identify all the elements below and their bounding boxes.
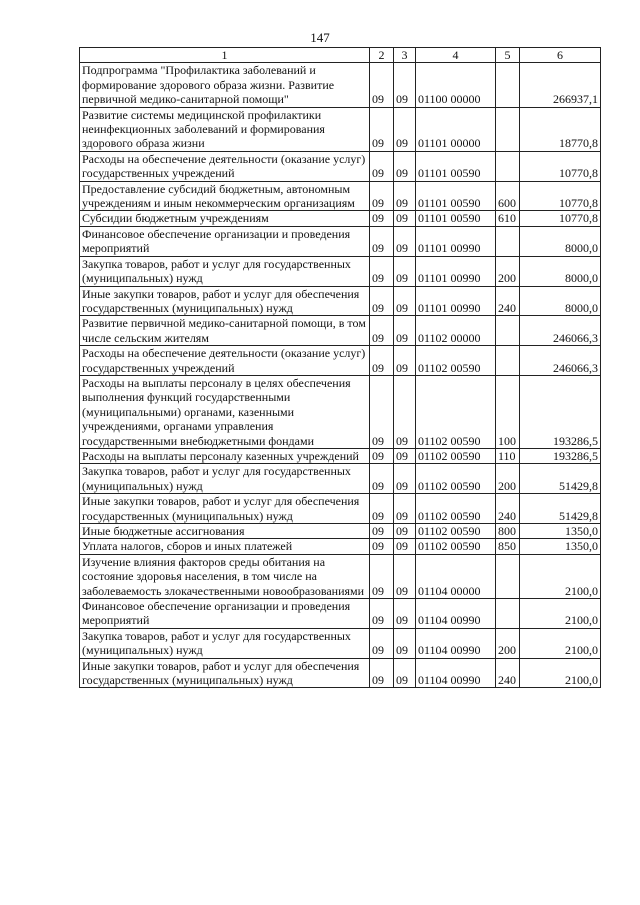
row-section-cell: 09 <box>370 539 394 554</box>
row-name-cell: Иные закупки товаров, работ и услуг для обеспечения государственных (муниципальных) нужд <box>80 286 370 316</box>
row-name-cell: Финансовое обеспечение организации и проведения мероприятий <box>80 226 370 256</box>
row-name-cell: Уплата налогов, сборов и иных платежей <box>80 539 370 554</box>
row-subsection-cell: 09 <box>394 151 416 181</box>
row-subsection-cell: 09 <box>394 524 416 539</box>
row-target-article-cell: 01101 00590 <box>416 211 496 226</box>
row-expense-type-cell: 610 <box>496 211 520 226</box>
row-section-cell: 09 <box>370 256 394 286</box>
row-subsection-cell: 09 <box>394 63 416 107</box>
table-row <box>80 346 601 376</box>
row-subsection-cell: 09 <box>394 181 416 211</box>
row-target-article-cell: 01102 00590 <box>416 539 496 554</box>
row-amount-cell: 2100,0 <box>520 658 601 688</box>
table-row <box>80 256 601 286</box>
row-name-cell: Финансовое обеспечение организации и проведения мероприятий <box>80 599 370 629</box>
row-amount-cell: 10770,8 <box>520 151 601 181</box>
row-subsection-cell: 09 <box>394 346 416 376</box>
row-amount-cell: 2100,0 <box>520 628 601 658</box>
table-row <box>80 316 601 346</box>
row-target-article-cell: 01100 00000 <box>416 63 496 107</box>
row-section-cell: 09 <box>370 107 394 151</box>
row-amount-cell: 193286,5 <box>520 375 601 448</box>
row-name-cell: Иные бюджетные ассигнования <box>80 524 370 539</box>
column-header-expense-type: 5 <box>496 48 520 63</box>
row-expense-type-cell: 200 <box>496 464 520 494</box>
table-row <box>80 181 601 211</box>
row-amount-cell: 1350,0 <box>520 524 601 539</box>
column-header-section: 2 <box>370 48 394 63</box>
row-expense-type-cell <box>496 346 520 376</box>
column-header-target-article: 4 <box>416 48 496 63</box>
row-name-cell: Закупка товаров, работ и услуг для государственных (муниципальных) нужд <box>80 256 370 286</box>
row-section-cell: 09 <box>370 628 394 658</box>
row-section-cell: 09 <box>370 226 394 256</box>
column-header-amount: 6 <box>520 48 601 63</box>
table-row <box>80 375 601 448</box>
row-amount-cell: 246066,3 <box>520 346 601 376</box>
row-name-cell: Закупка товаров, работ и услуг для государственных (муниципальных) нужд <box>80 464 370 494</box>
table-row <box>80 286 601 316</box>
row-subsection-cell: 09 <box>394 226 416 256</box>
row-target-article-cell: 01102 00000 <box>416 316 496 346</box>
table-row <box>80 211 601 226</box>
row-expense-type-cell <box>496 63 520 107</box>
row-section-cell: 09 <box>370 181 394 211</box>
row-amount-cell: 8000,0 <box>520 256 601 286</box>
row-amount-cell: 51429,8 <box>520 494 601 524</box>
row-subsection-cell: 09 <box>394 539 416 554</box>
row-target-article-cell: 01101 00990 <box>416 226 496 256</box>
row-name-cell: Расходы на обеспечение деятельности (оказание услуг) государственных учреждений <box>80 151 370 181</box>
row-expense-type-cell <box>496 226 520 256</box>
row-expense-type-cell: 240 <box>496 286 520 316</box>
row-section-cell: 09 <box>370 211 394 226</box>
row-subsection-cell: 09 <box>394 211 416 226</box>
row-amount-cell: 8000,0 <box>520 286 601 316</box>
row-expense-type-cell: 800 <box>496 524 520 539</box>
row-target-article-cell: 01101 00990 <box>416 256 496 286</box>
table-row <box>80 464 601 494</box>
row-target-article-cell: 01101 00590 <box>416 181 496 211</box>
row-amount-cell: 10770,8 <box>520 181 601 211</box>
row-expense-type-cell: 600 <box>496 181 520 211</box>
table-row <box>80 448 601 463</box>
row-target-article-cell: 01101 00000 <box>416 107 496 151</box>
row-subsection-cell: 09 <box>394 628 416 658</box>
row-expense-type-cell <box>496 107 520 151</box>
row-amount-cell: 193286,5 <box>520 448 601 463</box>
column-header-name: 1 <box>80 48 370 63</box>
row-subsection-cell: 09 <box>394 107 416 151</box>
row-name-cell: Субсидии бюджетным учреждениям <box>80 211 370 226</box>
row-name-cell: Расходы на обеспечение деятельности (оказание услуг) государственных учреждений <box>80 346 370 376</box>
row-expense-type-cell: 200 <box>496 628 520 658</box>
row-target-article-cell: 01104 00990 <box>416 628 496 658</box>
row-amount-cell: 1350,0 <box>520 539 601 554</box>
row-target-article-cell: 01104 00990 <box>416 658 496 688</box>
row-target-article-cell: 01104 00000 <box>416 554 496 598</box>
row-amount-cell: 266937,1 <box>520 63 601 107</box>
row-section-cell: 09 <box>370 448 394 463</box>
column-header-subsection: 3 <box>394 48 416 63</box>
budget-table <box>79 47 601 688</box>
row-subsection-cell: 09 <box>394 286 416 316</box>
table-row <box>80 539 601 554</box>
row-target-article-cell: 01102 00590 <box>416 524 496 539</box>
row-expense-type-cell <box>496 599 520 629</box>
table-row <box>80 63 601 107</box>
row-name-cell: Закупка товаров, работ и услуг для государственных (муниципальных) нужд <box>80 628 370 658</box>
row-section-cell: 09 <box>370 494 394 524</box>
row-name-cell: Изучение влияния факторов среды обитания на состояние здоровья населения, в том числе на заболеваемость злокачественными новообразованиями <box>80 554 370 598</box>
row-target-article-cell: 01101 00590 <box>416 151 496 181</box>
row-expense-type-cell: 850 <box>496 539 520 554</box>
row-name-cell: Развитие системы медицинской профилактики неинфекционных заболеваний и формирования здорового образа жизни <box>80 107 370 151</box>
row-expense-type-cell <box>496 151 520 181</box>
row-name-cell: Иные закупки товаров, работ и услуг для обеспечения государственных (муниципальных) нужд <box>80 658 370 688</box>
table-row <box>80 628 601 658</box>
row-section-cell: 09 <box>370 599 394 629</box>
row-expense-type-cell <box>496 554 520 598</box>
row-target-article-cell: 01101 00990 <box>416 286 496 316</box>
row-expense-type-cell: 110 <box>496 448 520 463</box>
row-section-cell: 09 <box>370 316 394 346</box>
row-subsection-cell: 09 <box>394 554 416 598</box>
row-subsection-cell: 09 <box>394 599 416 629</box>
row-section-cell: 09 <box>370 658 394 688</box>
table-row <box>80 599 601 629</box>
row-name-cell: Расходы на выплаты персоналу в целях обеспечения выполнения функций государственными (муниципальными) органами, казенными учреждениями, органами управления государственными внебюджетными фондами <box>80 375 370 448</box>
table-row <box>80 151 601 181</box>
row-subsection-cell: 09 <box>394 658 416 688</box>
table-row <box>80 658 601 688</box>
row-amount-cell: 18770,8 <box>520 107 601 151</box>
row-expense-type-cell <box>496 316 520 346</box>
row-expense-type-cell: 100 <box>496 375 520 448</box>
row-name-cell: Подпрограмма "Профилактика заболеваний и формирование здорового образа жизни. Развитие первичной медико-санитарной помощи" <box>80 63 370 107</box>
row-expense-type-cell: 240 <box>496 658 520 688</box>
row-section-cell: 09 <box>370 286 394 316</box>
row-amount-cell: 10770,8 <box>520 211 601 226</box>
table-header-row <box>80 48 601 63</box>
page-number: 147 <box>310 30 330 45</box>
row-amount-cell: 8000,0 <box>520 226 601 256</box>
table-row <box>80 524 601 539</box>
table-row <box>80 226 601 256</box>
row-section-cell: 09 <box>370 554 394 598</box>
table-row <box>80 494 601 524</box>
row-section-cell: 09 <box>370 464 394 494</box>
row-target-article-cell: 01102 00590 <box>416 494 496 524</box>
row-amount-cell: 246066,3 <box>520 316 601 346</box>
row-target-article-cell: 01102 00590 <box>416 464 496 494</box>
row-target-article-cell: 01102 00590 <box>416 375 496 448</box>
row-amount-cell: 51429,8 <box>520 464 601 494</box>
row-subsection-cell: 09 <box>394 448 416 463</box>
row-name-cell: Иные закупки товаров, работ и услуг для обеспечения государственных (муниципальных) нужд <box>80 494 370 524</box>
row-expense-type-cell: 240 <box>496 494 520 524</box>
row-subsection-cell: 09 <box>394 464 416 494</box>
row-expense-type-cell: 200 <box>496 256 520 286</box>
table-row <box>80 554 601 598</box>
row-amount-cell: 2100,0 <box>520 554 601 598</box>
row-subsection-cell: 09 <box>394 375 416 448</box>
row-subsection-cell: 09 <box>394 494 416 524</box>
row-amount-cell: 2100,0 <box>520 599 601 629</box>
row-section-cell: 09 <box>370 346 394 376</box>
row-section-cell: 09 <box>370 524 394 539</box>
row-section-cell: 09 <box>370 375 394 448</box>
row-target-article-cell: 01104 00990 <box>416 599 496 629</box>
row-subsection-cell: 09 <box>394 256 416 286</box>
row-section-cell: 09 <box>370 151 394 181</box>
row-section-cell: 09 <box>370 63 394 107</box>
row-target-article-cell: 01102 00590 <box>416 346 496 376</box>
row-name-cell: Предоставление субсидий бюджетным, автономным учреждениям и иным некоммерческим организациям <box>80 181 370 211</box>
row-name-cell: Расходы на выплаты персоналу казенных учреждений <box>80 448 370 463</box>
table-row <box>80 107 601 151</box>
row-target-article-cell: 01102 00590 <box>416 448 496 463</box>
row-subsection-cell: 09 <box>394 316 416 346</box>
row-name-cell: Развитие первичной медико-санитарной помощи, в том числе сельским жителям <box>80 316 370 346</box>
